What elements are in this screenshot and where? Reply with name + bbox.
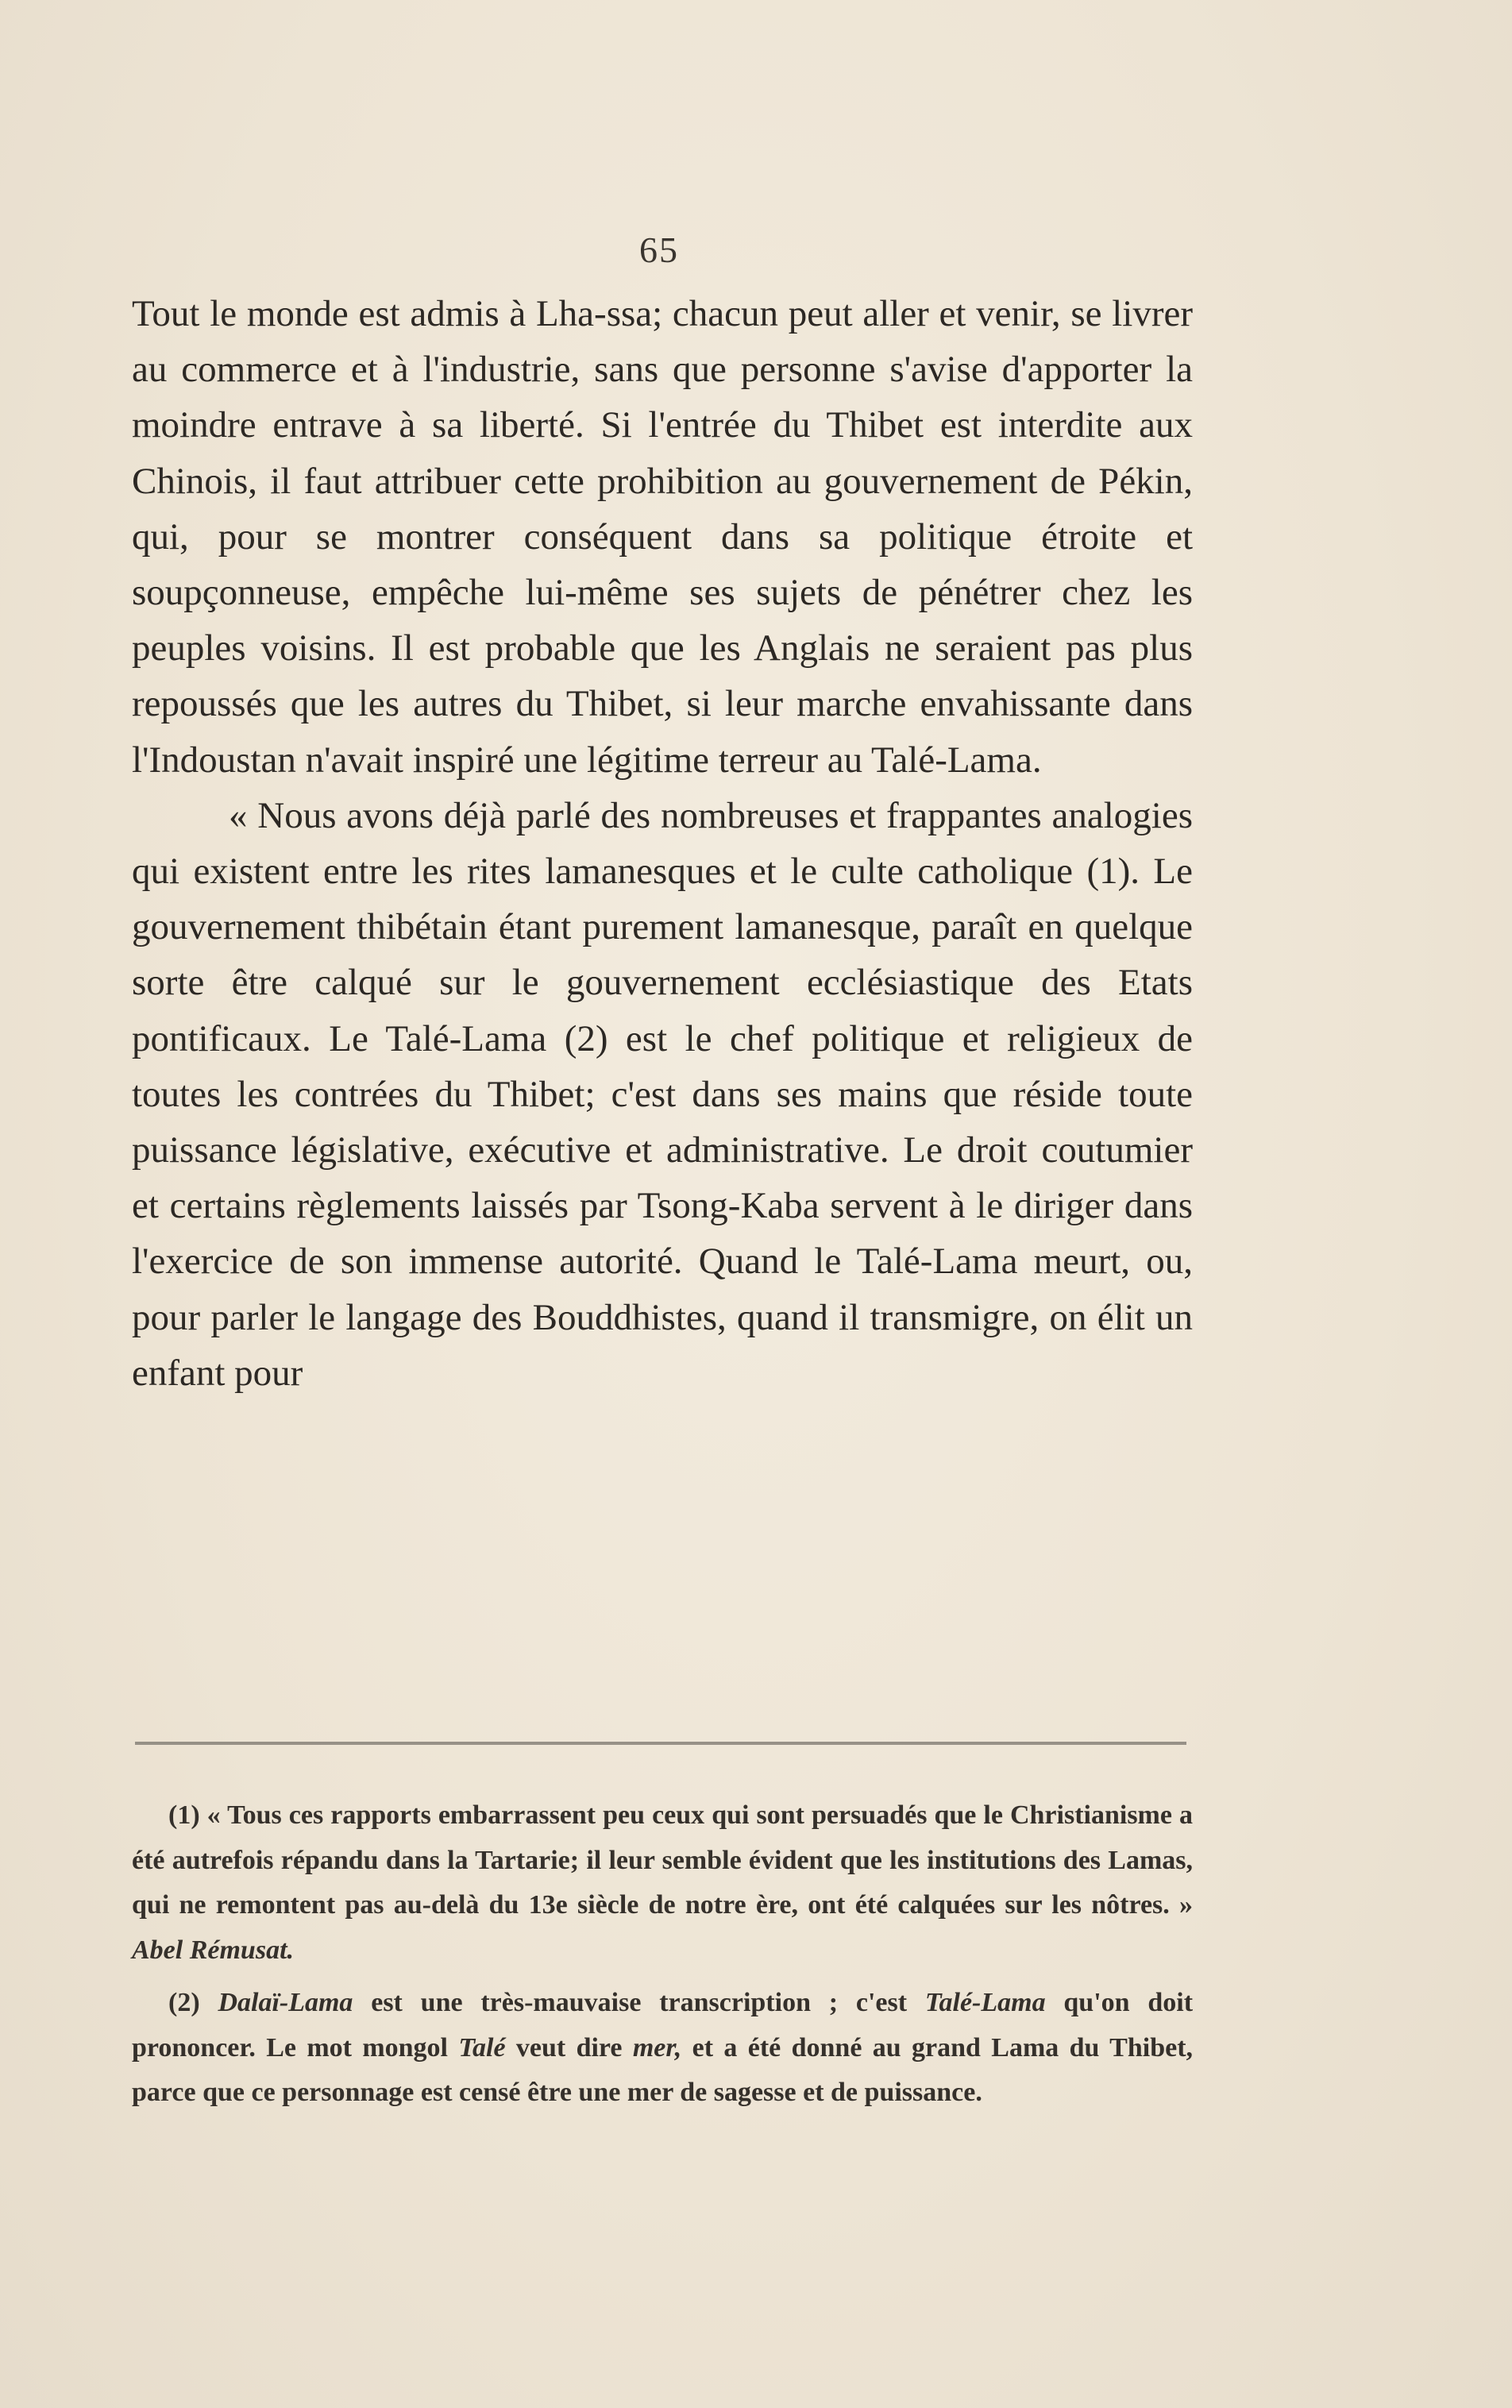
footnote-term: Talé — [458, 2032, 506, 2063]
body-paragraph: Tout le monde est admis à Lha-ssa; chacun peut aller et venir, se livrer au commerce et à l'industrie, sans que personne s'avise d'apporter la moindre entrave à sa liberté. Si l'entrée du Thibet est interdite aux Chinois, il faut attribuer cette prohibition au gouvernement de Pékin, qui, pour se montrer conséquent dans sa politique étroite et soupçonneuse, empêche lui-même ses sujets de pénétrer chez les peuples voisins. Il est probable que les Anglais ne seraient pas plus repoussés que les autres du Thibet, si leur marche envahissante dans l'Indoustan n'avait inspiré une légitime terreur au Talé-Lama. — [132, 293, 1193, 781]
body-paragraph: « Nous avons déjà parlé des nombreuses et frappantes analogies qui existent entre les rites lamanesques et le culte catholique (1). Le gouvernement thibétain étant purement lamanesque, paraît en quelque sorte être calqué sur le gouvernement ecclésiastique des Etats pontificaux. Le Talé-Lama (2) est le chef politique et religieux de toutes les contrées du Thibet; c'est dans ses mains que réside toute puissance législative, exécutive et administrative. Le droit coutumier et certains règlements laissés par Tsong-Kaba servent à le diriger dans l'exercice de son immense autorité. Quand le Talé-Lama meurt, ou, pour parler le langage des Bouddhistes, quand il transmigre, on élit un enfant pour — [132, 794, 1193, 1394]
footnote-term: mer, — [632, 2032, 682, 2063]
footnote-author: Abel Rémusat. — [132, 1935, 295, 1965]
footnote-divider — [135, 1742, 1186, 1745]
page-number: 65 — [639, 230, 679, 270]
footnote-1 — [132, 1793, 1193, 1973]
footnote-text: (1) « Tous ces rapports embarrassent peu ceux qui sont persuadés que le Christianisme a été autrefois répandu dans la Tartarie; il leur semble évident que les institutions des Lamas, qui ne remontent pas au-delà du 13e siècle de notre ère, ont été calquées sur les nôtres. » — [132, 1800, 1193, 1920]
footnote-2 — [132, 1981, 1193, 2116]
footnote-term: Dalaï-Lama — [218, 1988, 353, 2017]
footnote-text: et a été donné au grand Lama du Thibet, parce que ce personnage est censé être une mer de sagesse et de puissance. — [132, 2032, 1194, 2107]
footnote-text: veut dire — [515, 2032, 623, 2063]
main-text — [132, 286, 1193, 1401]
footnotes — [132, 1793, 1193, 2124]
footnote-term: Talé-Lama — [924, 1988, 1046, 2017]
footnote-text: qu'on doit prononcer. Le mot mongol — [132, 1988, 1194, 2063]
footnote-text: est une très-mauvaise transcription ; c'est — [371, 1988, 908, 2017]
footnote-marker: (2) — [168, 1988, 200, 2017]
